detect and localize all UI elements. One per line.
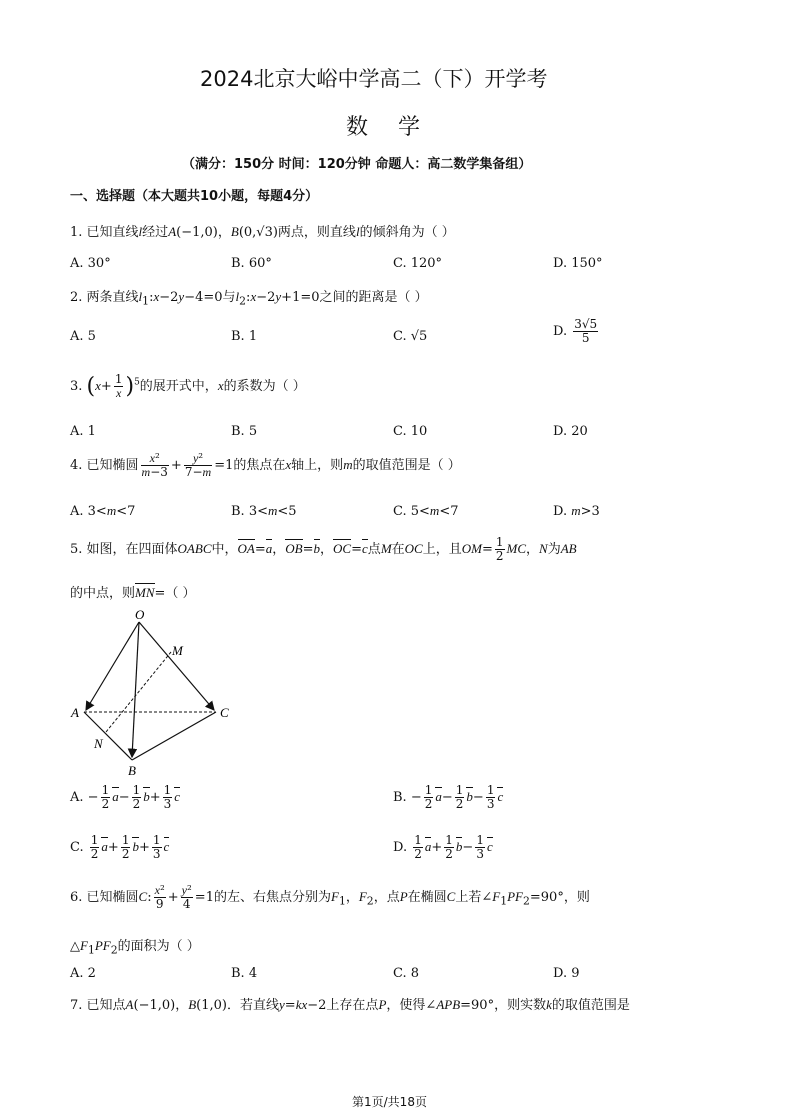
q3-text: 的系数为（ ） (223, 379, 306, 394)
q7-text: ．若直线 (227, 998, 280, 1013)
q5-option-c-label: C. (70, 840, 84, 855)
question-5: 5. 如图，在四面体OABC中，OA=a，OB=b，OC=c点M在OC上，且OM= $\frac{1}{2}$ MC，N为AB (70, 535, 577, 563)
edge-oa (86, 622, 139, 710)
edge-ob (132, 622, 139, 757)
q2-option-c[interactable]: C. √5 (393, 329, 428, 344)
subject-title: 数学 (346, 115, 451, 140)
edge-bc (132, 712, 216, 760)
q6-text: 在椭圆 (407, 890, 447, 905)
label-a: A (71, 705, 79, 720)
q4-option-c-label: C. (393, 504, 407, 519)
q5-option-a[interactable]: A. − $\frac{1}{2}$ a− $\frac{1}{2}$ b+ $\frac{1}{3}$ c (70, 783, 181, 811)
q6-text: 6. 已知椭圆 (70, 890, 139, 905)
q1-option-d[interactable]: D. 150° (553, 256, 603, 271)
q7-text: ，使得 (386, 998, 426, 1013)
q3-option-d[interactable]: D. 20 (553, 424, 588, 439)
question-1: 1. 已知直线l经过A(−1,0)，B(0,√3)两点，则直线l的倾斜角为（ ） (70, 224, 455, 240)
tetrahedron-figure (66, 608, 246, 778)
question-3: 3. (x+ $\frac{1}{x}$ )$^5$的展开式中，x的系数为（ ） (70, 372, 306, 400)
page-footer: 第1页/共18页 (352, 1095, 427, 1109)
q6-option-d[interactable]: D. 9 (553, 966, 580, 981)
exam-info: （满分：150分 时间：120分钟 命题人：高二数学集备组） (182, 157, 532, 172)
q5-text: 在 (391, 542, 405, 557)
label-m: M (172, 643, 183, 658)
question-6: 6. 已知椭圆C: $\frac{\text{x²}}{9}$ + $\frac{\text{y²}}{4}$ =1的左、右焦点分别为$F_1$，$F_2$，点P在椭圆C上若$\angle F_1PF_2=90^\circ$，则 (70, 883, 590, 911)
q1-text: 两点，则直线 (277, 225, 356, 240)
q3-text: 的展开式中， (139, 379, 218, 394)
q5-option-c[interactable]: C. $\frac{1}{2}$ a+ $\frac{1}{2}$ b+ $\frac{1}{3}$ c (70, 833, 170, 861)
question-4: 4. 已知椭圆 $\frac{\text{x²}}{m-3}$ + $\frac{\text{y²}}{7-m}$ =1的焦点在x轴上，则m的取值范围是（ ） (70, 451, 461, 479)
q3-text: 3. (70, 379, 83, 394)
q6-text: 的面积为（ ） (117, 939, 200, 954)
page-title: 2024北京大峪中学高二（下）开学考 (200, 67, 548, 91)
q7-text: 的取值范围是 (551, 998, 630, 1013)
q5-option-d[interactable]: D. $\frac{1}{2}$ a+ $\frac{1}{2}$ b− $\frac{1}{3}$ c (393, 833, 493, 861)
q4-text: 4. 已知椭圆 (70, 458, 139, 473)
q7-text: ，则实数 (494, 998, 547, 1013)
q1-text: 经过 (142, 225, 169, 240)
q3-option-c[interactable]: C. 10 (393, 424, 428, 439)
q5-option-b-label: B. (393, 790, 407, 805)
question-7: 7. 已知点A(−1,0)，B(1,0)．若直线y=kx−2上存在点P，使得∠APB=90°，则实数k的取值范围是 (70, 997, 630, 1013)
q2-option-d-label: D. (553, 324, 568, 339)
q4-option-b-label: B. (231, 504, 245, 519)
q2-option-c-label: C. (393, 329, 407, 344)
q5-option-b[interactable]: B. − $\frac{1}{2}$ a− $\frac{1}{2}$ b− $\frac{1}{3}$ c (393, 783, 504, 811)
q5-text: 点 (367, 542, 381, 557)
q4-text: 的焦点在 (233, 458, 286, 473)
q5-text: 中， (211, 542, 238, 557)
q2-text: 2. 两条直线 (70, 290, 139, 305)
edge-ab (84, 712, 132, 760)
q6-text: ，则 (563, 890, 590, 905)
q4-text: 的取值范围是（ ） (352, 458, 461, 473)
q2-option-d[interactable]: D. $\frac{3√5}{5}$ (553, 317, 598, 345)
q1-option-c[interactable]: C. 120° (393, 256, 443, 271)
question-6-line2: $\triangle F_1PF_2$的面积为（ ） (70, 938, 200, 957)
edge-oc (139, 622, 214, 710)
label-o: O (135, 608, 145, 622)
q4-text: 轴上，则 (291, 458, 344, 473)
q5-text: ， (526, 542, 540, 557)
q2-text: 与 (222, 290, 236, 305)
q5-text: （ ） (165, 586, 196, 601)
q5-text: 为 (547, 542, 561, 557)
q2-option-a[interactable]: A. 5 (70, 329, 96, 344)
section-heading: 一、选择题（本大题共10小题，每题4分） (70, 189, 319, 204)
q4-option-a[interactable]: A. 3<m<7 (70, 503, 136, 519)
q1-option-b[interactable]: B. 60° (231, 256, 272, 271)
q4-option-b[interactable]: B. 3<m<5 (231, 503, 297, 519)
q7-text: 7. 已知点 (70, 998, 126, 1013)
q1-text: 的倾斜角为（ ） (359, 225, 455, 240)
q4-option-a-label: A. (70, 504, 84, 519)
q6-option-c[interactable]: C. 8 (393, 966, 420, 981)
label-c: C (220, 705, 229, 720)
q5-text: 上，且 (422, 542, 462, 557)
q2-option-b[interactable]: B. 1 (231, 329, 258, 344)
q6-text: 上若 (455, 890, 482, 905)
q5-option-a-label: A. (70, 790, 84, 805)
q1-option-a[interactable]: A. 30° (70, 256, 111, 271)
q5-text: 5. 如图，在四面体 (70, 542, 178, 557)
label-b: B (128, 763, 136, 778)
q6-text: 的左、右焦点分别为 (213, 890, 331, 905)
q2-text: 之间的距离是（ ） (319, 290, 428, 305)
q6-option-a[interactable]: A. 2 (70, 966, 96, 981)
q5-text: 的中点，则 (70, 586, 136, 601)
q4-option-d-label: D. (553, 504, 568, 519)
q1-text: 1. 已知直线 (70, 225, 139, 240)
q5-option-d-label: D. (393, 840, 408, 855)
q3-option-a[interactable]: A. 1 (70, 424, 96, 439)
q6-text: ，点 (373, 890, 400, 905)
label-n: N (94, 736, 103, 751)
segment-mn-dashed (106, 652, 171, 732)
question-2: 2. 两条直线$l_1:x-2y-4=0$与$l_2:x-2y+1=0$之间的距离是（ ） (70, 289, 428, 308)
q3-option-b[interactable]: B. 5 (231, 424, 258, 439)
q6-option-b[interactable]: B. 4 (231, 966, 258, 981)
q7-text: 上存在点 (326, 998, 379, 1013)
question-5-line2: 的中点，则MN=（ ） (70, 585, 196, 601)
q4-option-d[interactable]: D. m>3 (553, 503, 600, 519)
q4-option-c[interactable]: C. 5<m<7 (393, 503, 459, 519)
